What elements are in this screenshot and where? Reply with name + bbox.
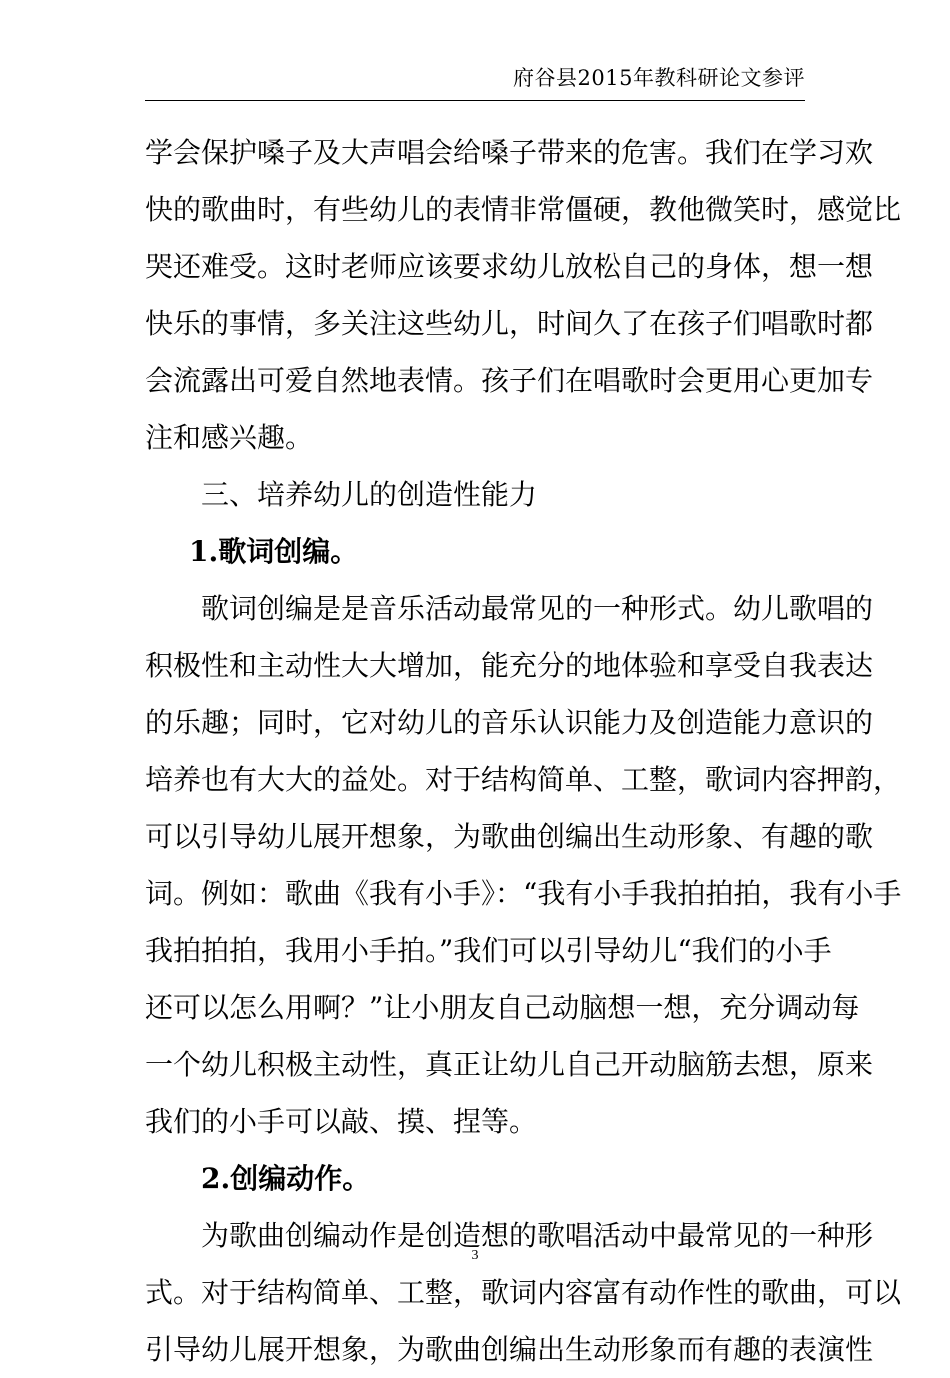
- paragraph-line: 可以引导幼儿展开想象，为歌曲创编出生动形象、有趣的歌: [145, 820, 874, 853]
- paragraph-line: 的乐趣；同时，它对幼儿的音乐认识能力及创造能力意识的: [145, 706, 874, 739]
- paragraph-line: 式。对于结构简单、工整，歌词内容富有动作性的歌曲，可以: [145, 1276, 902, 1309]
- page-header: 府谷县2015年教科研论文参评: [513, 66, 805, 90]
- paragraph-line: 哭还难受。这时老师应该要求幼儿放松自己的身体，想一想: [145, 250, 874, 283]
- section-heading: 三、培养幼儿的创造性能力: [201, 478, 538, 511]
- paragraph-line: 为歌曲创编动作是创造想的歌唱活动中最常见的一种形: [201, 1219, 874, 1252]
- paragraph-line: 一个幼儿积极主动性，真正让幼儿自己开动脑筋去想，原来: [145, 1048, 874, 1081]
- paragraph-line: 歌词创编是是音乐活动最常见的一种形式。幼儿歌唱的: [201, 592, 874, 625]
- page-number: 3: [471, 1248, 479, 1263]
- paragraph-line: 学会保护嗓子及大声唱会给嗓子带来的危害。我们在学习欢: [145, 136, 874, 169]
- header-rule: [145, 100, 805, 101]
- paragraph-line: 会流露出可爱自然地表情。孩子们在唱歌时会更用心更加专: [145, 364, 874, 397]
- paragraph-line: 我们的小手可以敲、摸、捏等。: [145, 1105, 538, 1138]
- paragraph-line: 还可以怎么用啊？”让小朋友自己动脑想一想，充分调动每: [145, 991, 860, 1024]
- body-text: [145, 124, 902, 1378]
- paragraph-line: 快的歌曲时，有些幼儿的表情非常僵硬，教他微笑时，感觉比: [145, 193, 902, 226]
- subsection-heading: 1.歌词创编。: [189, 535, 359, 568]
- paragraph-line: 积极性和主动性大大增加，能充分的地体验和享受自我表达: [145, 649, 874, 682]
- paragraph-line: 引导幼儿展开想象，为歌曲创编出生动形象而有趣的表演性: [145, 1333, 874, 1366]
- paragraph-line: 快乐的事情，多关注这些幼儿，时间久了在孩子们唱歌时都: [145, 307, 874, 340]
- paragraph-line: 注和感兴趣。: [145, 421, 314, 454]
- paragraph-line: 我拍拍拍，我用小手拍。”我们可以引导幼儿“我们的小手: [145, 934, 832, 967]
- subsection-heading: 2.创编动作。: [201, 1162, 371, 1195]
- paragraph-line: 培养也有大大的益处。对于结构简单、工整，歌词内容押韵，: [145, 763, 902, 796]
- paragraph-line: 词。例如：歌曲《我有小手》：“我有小手我拍拍拍，我有小手: [145, 877, 902, 910]
